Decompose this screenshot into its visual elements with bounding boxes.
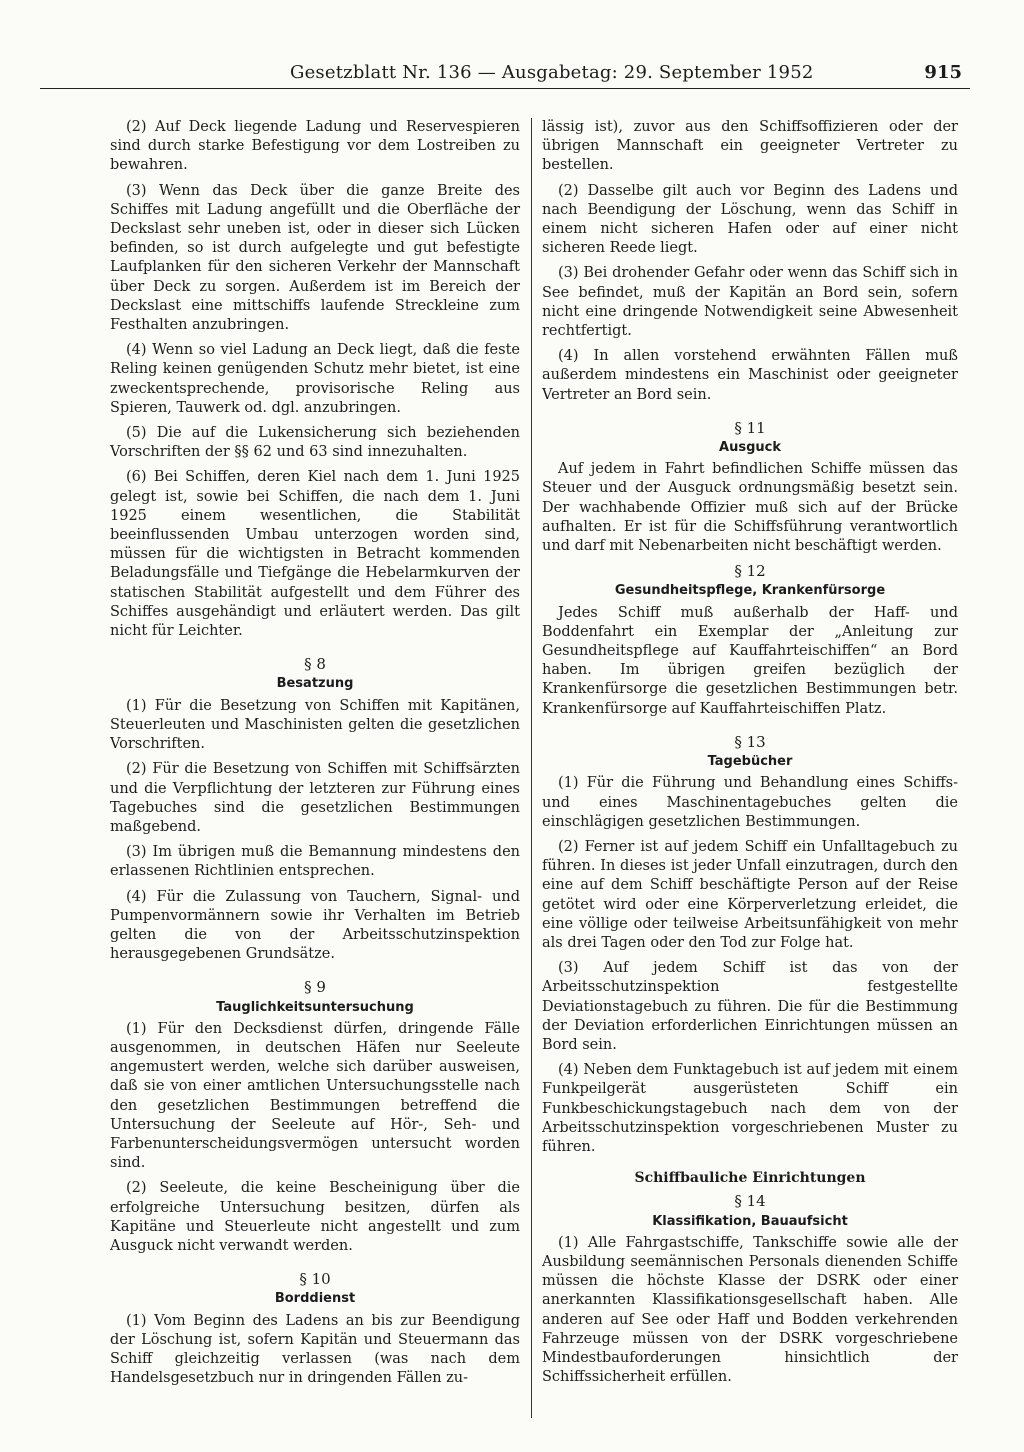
section-number: § 9: [304, 978, 326, 997]
section-number: § 14: [734, 1192, 766, 1211]
paragraph: (4) In allen vorstehend erwähnten Fällen muß außerdem mindestens ein Maschinist oder geeigneter Vertreter an Bord sein.: [542, 348, 958, 403]
paragraph: (5) Die auf die Lukensicherung sich beziehenden Vorschriften der §§ 62 und 63 sind innezuhalten.: [110, 425, 520, 461]
paragraph: (2) Seeleute, die keine Bescheinigung über die erfolgreiche Untersuchung besitzen, dürfen als Kapitäne und Steuerleute nicht angestellt und zum Ausguck nicht verwandt werden.: [110, 1180, 520, 1254]
paragraph: (1) Für die Führung und Behandlung eines Schiffs- und eines Maschinentagebuches gelten die einschlägigen gesetzlichen Bestimmungen.: [542, 775, 958, 830]
paragraph: (4) Neben dem Funktagebuch ist auf jedem mit einem Funkpeilgerät ausgerüsteten Schiff ein Funkbeschickungstagebuch nach dem von der Arbeitsschutzinspektion vorgeschriebenen Muster zu führen.: [542, 1062, 958, 1155]
section-number: § 8: [304, 655, 326, 674]
paragraph-continuation: lässig ist), zuvor aus den Schiffsoffizieren oder der übrigen Mannschaft ein geeigneter Vertreter zu bestellen.: [542, 119, 958, 174]
paragraph: (3) Im übrigen muß die Bemannung mindestens den erlassenen Richtlinien entsprechen.: [110, 844, 520, 880]
section-title: Borddienst: [274, 1291, 356, 1307]
paragraph: (2) Auf Deck liegende Ladung und Reservespieren sind durch starke Befestigung vor dem Lostreiben zu bewahren.: [110, 119, 520, 174]
section-title: Besatzung: [276, 676, 354, 692]
section-number: § 11: [734, 418, 766, 437]
left-column: [110, 118, 520, 1394]
paragraph: Jedes Schiff muß außerhalb der Haff- und Boddenfahrt ein Exemplar der „Anleitung zur Gesundheitspflege auf Kauffahrteischiffen“ an Bord haben. Im übrigen greifen bezüglich der Krankenfürsorge die gesetzlichen Bestimmungen betr. Krankenfürsorge auf Kauffahrteischiffen Platz.: [542, 604, 958, 717]
paragraph: (3) Wenn das Deck über die ganze Breite des Schiffes mit Ladung angefüllt und die Oberfläche der Deckslast sehr uneben ist, oder in dieser sich Lücken befinden, so ist durch aufgelegte und gut befestigte Laufplanken für den sicheren Verkehr der Mannschaft über Deck zu sorgen. Außerdem ist im Bereich der Deckslast eine mittschiffs laufende Streckleine zum Festhalten anzubringen.: [110, 182, 520, 334]
paragraph: (1) Für die Besetzung von Schiffen mit Kapitänen, Steuerleuten und Maschinisten gelten die gesetzlichen Vorschriften.: [110, 697, 520, 753]
section-title: Klassifikation, Bauaufsicht: [652, 1213, 848, 1229]
paragraph: Auf jedem in Fahrt befindlichen Schiffe müssen das Steuer und der Ausguck ordnungsmäßig besetzt sein. Der wachhabende Offizier muß sich auf der Brücke aufhalten. Er ist für die Schiffsführung verantwortlich und darf mit Nebenarbeiten nicht beschäftigt werden.: [542, 461, 958, 555]
section-title: Gesundheitspflege, Krankenfürsorge: [614, 583, 886, 599]
column-divider: [531, 118, 532, 1418]
right-column: [542, 118, 958, 1393]
paragraph: (1) Für den Decksdienst dürfen, dringende Fälle ausgenommen, in deutschen Häfen nur Seeleute angemustert werden, welche sich darüber ausweisen, daß sie von einer amtlichen Untersuchungsstelle nach den gesetzlichen Bestimmungen betreffend die Untersuchung der Seeleute auf Hör-, Seh- und Farbenunterscheidungsvermögen untersucht worden sind.: [110, 1020, 520, 1172]
part-heading: Schiffbauliche Einrichtungen: [634, 1170, 866, 1187]
paragraph: (2) Dasselbe gilt auch vor Beginn des Ladens und nach Beendigung der Löschung, wenn das Schiff in einem nicht sicheren Hafen oder auf einer nicht sicheren Reede liegt.: [542, 182, 958, 257]
paragraph: (2) Ferner ist auf jedem Schiff ein Unfalltagebuch zu führen. In dieses ist jeder Unfall einzutragen, durch den eine auf dem Schiff beschäftigte Person auf der Reise getötet wird oder eine Körperverletzung erleidet, die eine völlige oder teilweise Arbeitsunfähigkeit von mehr als drei Tagen oder den Tod zur Folge hat.: [542, 838, 958, 951]
section-title: Tagebücher: [707, 754, 793, 770]
paragraph: (4) Für die Zulassung von Tauchern, Signal- und Pumpenvormännern sowie ihr Verhalten im Betrieb gelten die von der Arbeitsschutzinspektion herausgegebenen Grundsätze.: [110, 888, 520, 963]
section-title: Tauglichkeitsuntersuchung: [216, 999, 414, 1015]
paragraph: (3) Auf jedem Schiff ist das von der Arbeitsschutzinspektion festgestellte Deviationstagebuch zu führen. Die für die Bestimmung der Deviation erforderlichen Einrichtungen müssen an Bord sein.: [542, 960, 958, 1053]
paragraph: (2) Für die Besetzung von Schiffen mit Schiffsärzten und die Verpflichtung der letzteren zur Führung eines Tagebuches sind die gesetzlichen Bestimmungen maßgebend.: [110, 761, 520, 835]
section-number: § 12: [734, 562, 766, 581]
header-title: Gesetzblatt Nr. 136 — Ausgabetag: 29. September 1952: [290, 62, 814, 83]
paragraph: (1) Alle Fahrgastschiffe, Tankschiffe sowie alle der Ausbildung seemännischen Personals dienenden Schiffe müssen die höchste Klasse der DSRK oder einer anerkannten Klassifikationsgesellschaft haben. Alle anderen auf See oder Haff und Bodden verkehrenden Fahrzeuge müssen von der DSRK vorgeschriebene Mindestbauforderungen hinsichtlich der Schiffssicherheit erfüllen.: [542, 1234, 958, 1386]
paragraph: (4) Wenn so viel Ladung an Deck liegt, daß die feste Reling keinen genügenden Schutz mehr bietet, ist eine zweckentsprechende, provisorische Reling aus Spieren, Tauwerk od. dgl. anzubringen.: [110, 342, 520, 416]
section-number: § 10: [299, 1270, 331, 1289]
page-number: 915: [924, 62, 962, 83]
page-header: [40, 62, 970, 89]
paragraph: (1) Vom Beginn des Ladens an bis zur Beendigung der Löschung ist, sofern Kapitän und Steuermann das Schiff gleichzeitig verlassen (was nach dem Handelsgesetzbuch nur in dringenden Fällen zu-: [110, 1312, 520, 1387]
paragraph: (3) Bei drohender Gefahr oder wenn das Schiff sich in See befindet, muß der Kapitän an Bord sein, sofern nicht eine dringende Notwendigkeit seine Abwesenheit rechtfertigt.: [542, 265, 958, 340]
section-title: Ausguck: [719, 440, 781, 456]
section-number: § 13: [734, 732, 766, 751]
paragraph: (6) Bei Schiffen, deren Kiel nach dem 1. Juni 1925 gelegt ist, sowie bei Schiffen, die nach dem 1. Juni 1925 einem wesentlichen, die Stabilität beeinflussenden Umbau unterzogen worden sind, müssen für die wichtigsten in Betracht kommenden Beladungsfälle und Tiefgänge die Hebelarmkurven der statischen Stabilität aufgestellt und dem Führer des Schiffes ausgehändigt und erläutert werden. Das gilt nicht für Leichter.: [110, 469, 520, 640]
